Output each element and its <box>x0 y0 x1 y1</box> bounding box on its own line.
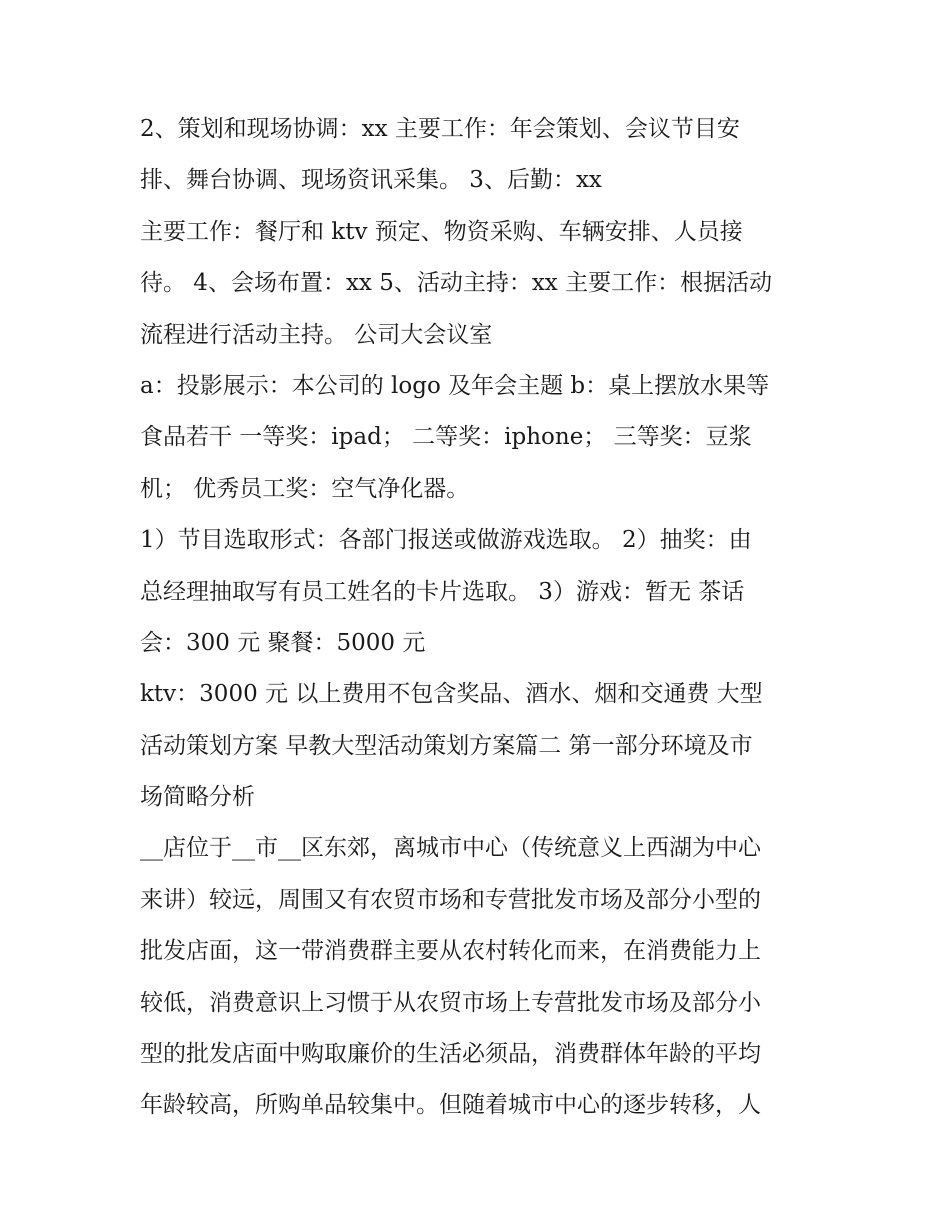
text-line: a：投影展示：本公司的 logo 及年会主题 b：桌上摆放水果等 <box>140 372 770 399</box>
text-line: 食品若干 一等奖：ipad； 二等奖：iphone； 三等奖：豆浆 <box>140 424 752 451</box>
text-line: 待。 4、会场布置：xx 5、活动主持：xx 主要工作：根据活动 <box>140 270 773 297</box>
text-line: 2、策划和现场协调：xx 主要工作：年会策划、会议节目安 <box>140 116 740 142</box>
text-line: 来讲）较远，周围又有农贸市场和专营批发市场及部分小型的 <box>140 886 761 913</box>
text-line: 年龄较高，所购单品较集中。但随着城市中心的逐步转移，人 <box>140 1092 761 1119</box>
text-line: 较低，消费意识上习惯于从农贸市场上专营批发市场及部分小 <box>140 989 761 1016</box>
text-line: 排、舞台协调、现场资讯采集。 3、后勤：xx <box>140 167 602 194</box>
text-line: 主要工作：餐厅和 ktv 预定、物资采购、车辆安排、人员接 <box>140 218 743 245</box>
text-line: __店位于__市__区东郊，离城市中心（传统意义上西湖为中心 <box>140 835 761 862</box>
document-body <box>140 104 830 1132</box>
text-line: ktv：3000 元 以上费用不包含奖品、酒水、烟和交通费 大型 <box>140 681 763 708</box>
text-line: 1）节目选取形式：各部门报送或做游戏选取。 2）抽奖：由 <box>140 527 752 554</box>
text-line: 总经理抽取写有员工姓名的卡片选取。 3）游戏：暂无 茶话 <box>140 578 745 605</box>
text-line: 流程进行活动主持。 公司大会议室 <box>140 321 493 348</box>
text-line: 型的批发店面中购取廉价的生活必须品，消费群体年龄的平均 <box>140 1041 761 1068</box>
text-line: 机； 优秀员工奖：空气净化器。 <box>140 475 470 502</box>
text-line: 活动策划方案 早教大型活动策划方案篇二 第一部分环境及市 <box>140 732 753 759</box>
text-line: 场简略分析 <box>140 784 255 811</box>
text-line: 会：300 元 聚餐：5000 元 <box>140 629 426 656</box>
text-line: 批发店面，这一带消费群主要从农村转化而来，在消费能力上 <box>140 938 761 965</box>
